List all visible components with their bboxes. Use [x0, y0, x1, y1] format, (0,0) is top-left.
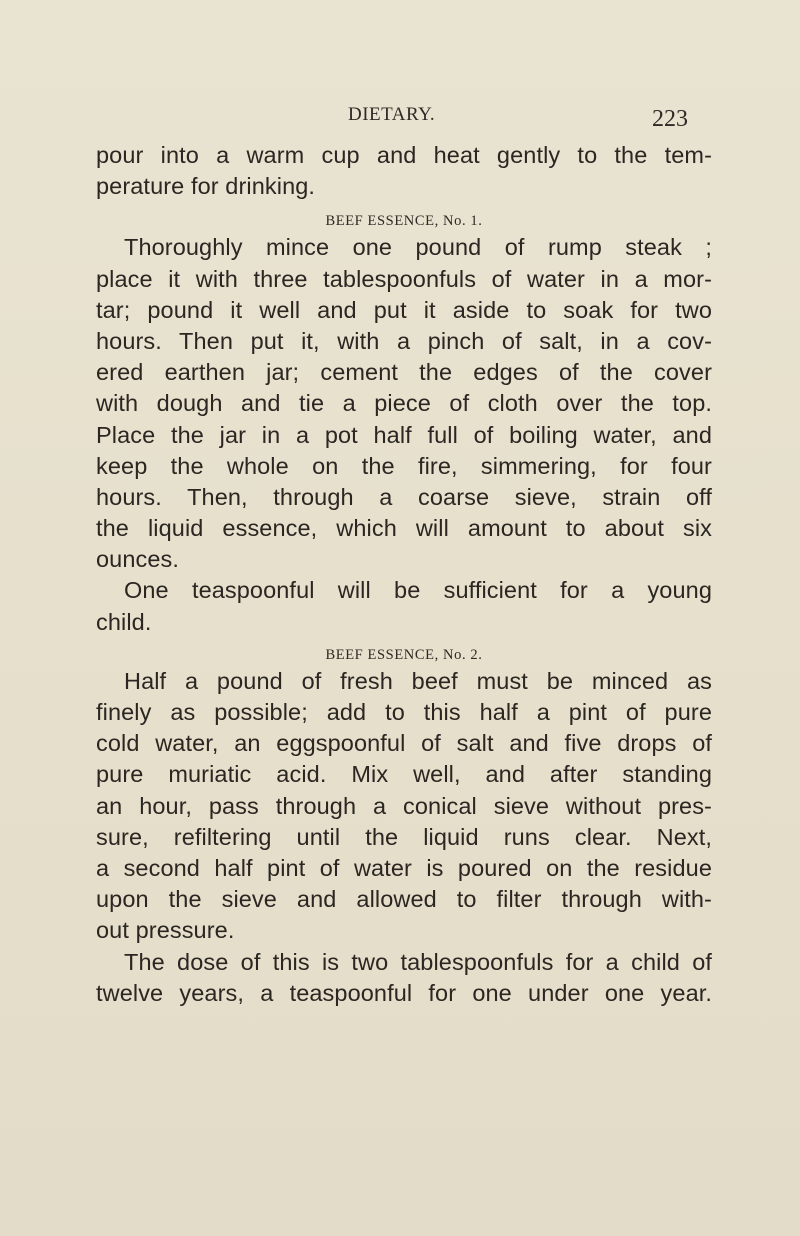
text-line: a second half pint of water is poured on the residue	[96, 854, 712, 881]
text-line: twelve years, a teaspoonful for one under one year.	[96, 979, 712, 1006]
text-line: keep the whole on the fire, simmering, for four	[96, 452, 712, 479]
running-title: DIETARY.	[348, 104, 436, 125]
text-line: Half a pound of fresh beef must be minced as	[124, 667, 712, 694]
text-line: Place the jar in a pot half full of boiling water, and	[96, 421, 712, 448]
text-line: cold water, an eggspoonful of salt and five drops of	[96, 730, 712, 757]
text-line: hours. Then, through a coarse sieve, strain off	[96, 483, 712, 510]
text-line: an hour, pass through a conical sieve without pres-	[96, 792, 712, 819]
page-text	[96, 140, 712, 1009]
text-line: hours. Then put it, with a pinch of salt, in a cov-	[96, 327, 712, 354]
text-line: place it with three tablespoonfuls of water in a mor-	[96, 265, 712, 292]
text-line: out pressure.	[96, 917, 235, 944]
text-line: ered earthen jar; cement the edges of the cover	[96, 359, 712, 386]
section-heading: BEEF ESSENCE, No. 1.	[325, 213, 483, 230]
text-line: child.	[96, 608, 152, 635]
text-line: pour into a warm cup and heat gently to the tem-	[96, 142, 712, 168]
text-line: ounces.	[96, 546, 180, 573]
section-heading: BEEF ESSENCE, No. 2.	[325, 646, 483, 663]
text-line: finely as possible; add to this half a pint of pure	[96, 699, 712, 725]
text-line: One teaspoonful will be sufficient for a young	[124, 577, 712, 604]
page-number: 223	[652, 106, 688, 132]
text-line: Thoroughly mince one pound of rump steak ;	[124, 234, 712, 261]
text-line: the liquid essence, which will amount to about six	[96, 515, 712, 542]
text-line: sure, refiltering until the liquid runs clear. Next,	[96, 823, 712, 850]
text-line: pure muriatic acid. Mix well, and after standing	[96, 761, 712, 788]
text-line: perature for drinking.	[96, 173, 316, 200]
text-line: with dough and tie a piece of cloth over the top.	[96, 390, 712, 417]
text-line: upon the sieve and allowed to filter through with-	[96, 886, 712, 913]
text-line: tar; pound it well and put it aside to soak for two	[96, 296, 712, 323]
text-line: The dose of this is two tablespoonfuls for a child of	[124, 948, 712, 975]
running-head	[0, 104, 800, 134]
